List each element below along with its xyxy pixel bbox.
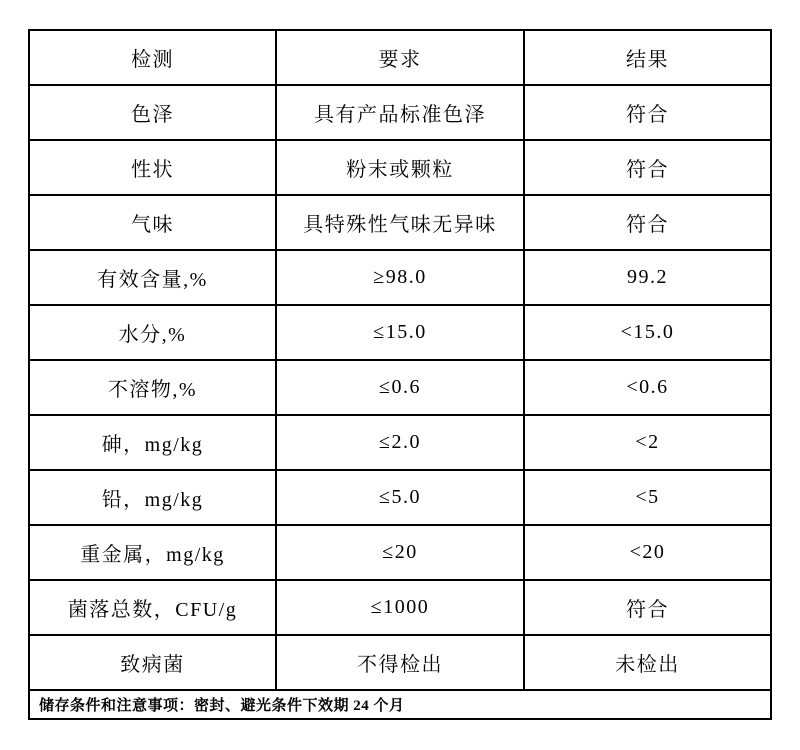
table-row (29, 360, 771, 415)
result-cell: 符合 (524, 140, 771, 195)
table-row (29, 250, 771, 305)
requirement-cell: ≤15.0 (276, 305, 524, 360)
test-item-cell: 铅，mg/kg (29, 470, 276, 525)
requirement-cell: ≥98.0 (276, 250, 524, 305)
requirement-cell: 具有产品标准色泽 (276, 85, 524, 140)
result-cell: <2 (524, 415, 771, 470)
test-item-cell: 不溶物,% (29, 360, 276, 415)
requirement-cell: 粉末或颗粒 (276, 140, 524, 195)
result-cell: 未检出 (524, 635, 771, 690)
table-row (29, 195, 771, 250)
table-row (29, 140, 771, 195)
requirement-cell: 不得检出 (276, 635, 524, 690)
result-cell: 符合 (524, 580, 771, 635)
table-row (29, 525, 771, 580)
result-cell: <0.6 (524, 360, 771, 415)
table-row (29, 635, 771, 690)
test-item-cell: 气味 (29, 195, 276, 250)
result-cell: 符合 (524, 85, 771, 140)
result-cell: 99.2 (524, 250, 771, 305)
test-item-cell: 性状 (29, 140, 276, 195)
requirement-cell: ≤0.6 (276, 360, 524, 415)
test-item-cell: 致病菌 (29, 635, 276, 690)
column-header-result: 结果 (524, 30, 771, 85)
test-item-cell: 菌落总数，CFU/g (29, 580, 276, 635)
result-cell: <15.0 (524, 305, 771, 360)
inspection-spec-table (28, 29, 772, 720)
table-row (29, 470, 771, 525)
table-row (29, 85, 771, 140)
table-row (29, 580, 771, 635)
column-header-test: 检测 (29, 30, 276, 85)
test-item-cell: 水分,% (29, 305, 276, 360)
requirement-cell: ≤1000 (276, 580, 524, 635)
requirement-cell: ≤5.0 (276, 470, 524, 525)
table-body (29, 85, 771, 719)
result-cell: <5 (524, 470, 771, 525)
requirement-cell: ≤20 (276, 525, 524, 580)
result-cell: <20 (524, 525, 771, 580)
test-item-cell: 重金属，mg/kg (29, 525, 276, 580)
result-cell: 符合 (524, 195, 771, 250)
requirement-cell: 具特殊性气味无异味 (276, 195, 524, 250)
storage-note: 储存条件和注意事项：密封、避光条件下效期 24 个月 (29, 690, 771, 719)
test-item-cell: 色泽 (29, 85, 276, 140)
requirement-cell: ≤2.0 (276, 415, 524, 470)
test-item-cell: 有效含量,% (29, 250, 276, 305)
test-item-cell: 砷，mg/kg (29, 415, 276, 470)
header-row (29, 30, 771, 85)
table-row (29, 415, 771, 470)
table-row (29, 305, 771, 360)
column-header-requirement: 要求 (276, 30, 524, 85)
footer-row (29, 690, 771, 719)
